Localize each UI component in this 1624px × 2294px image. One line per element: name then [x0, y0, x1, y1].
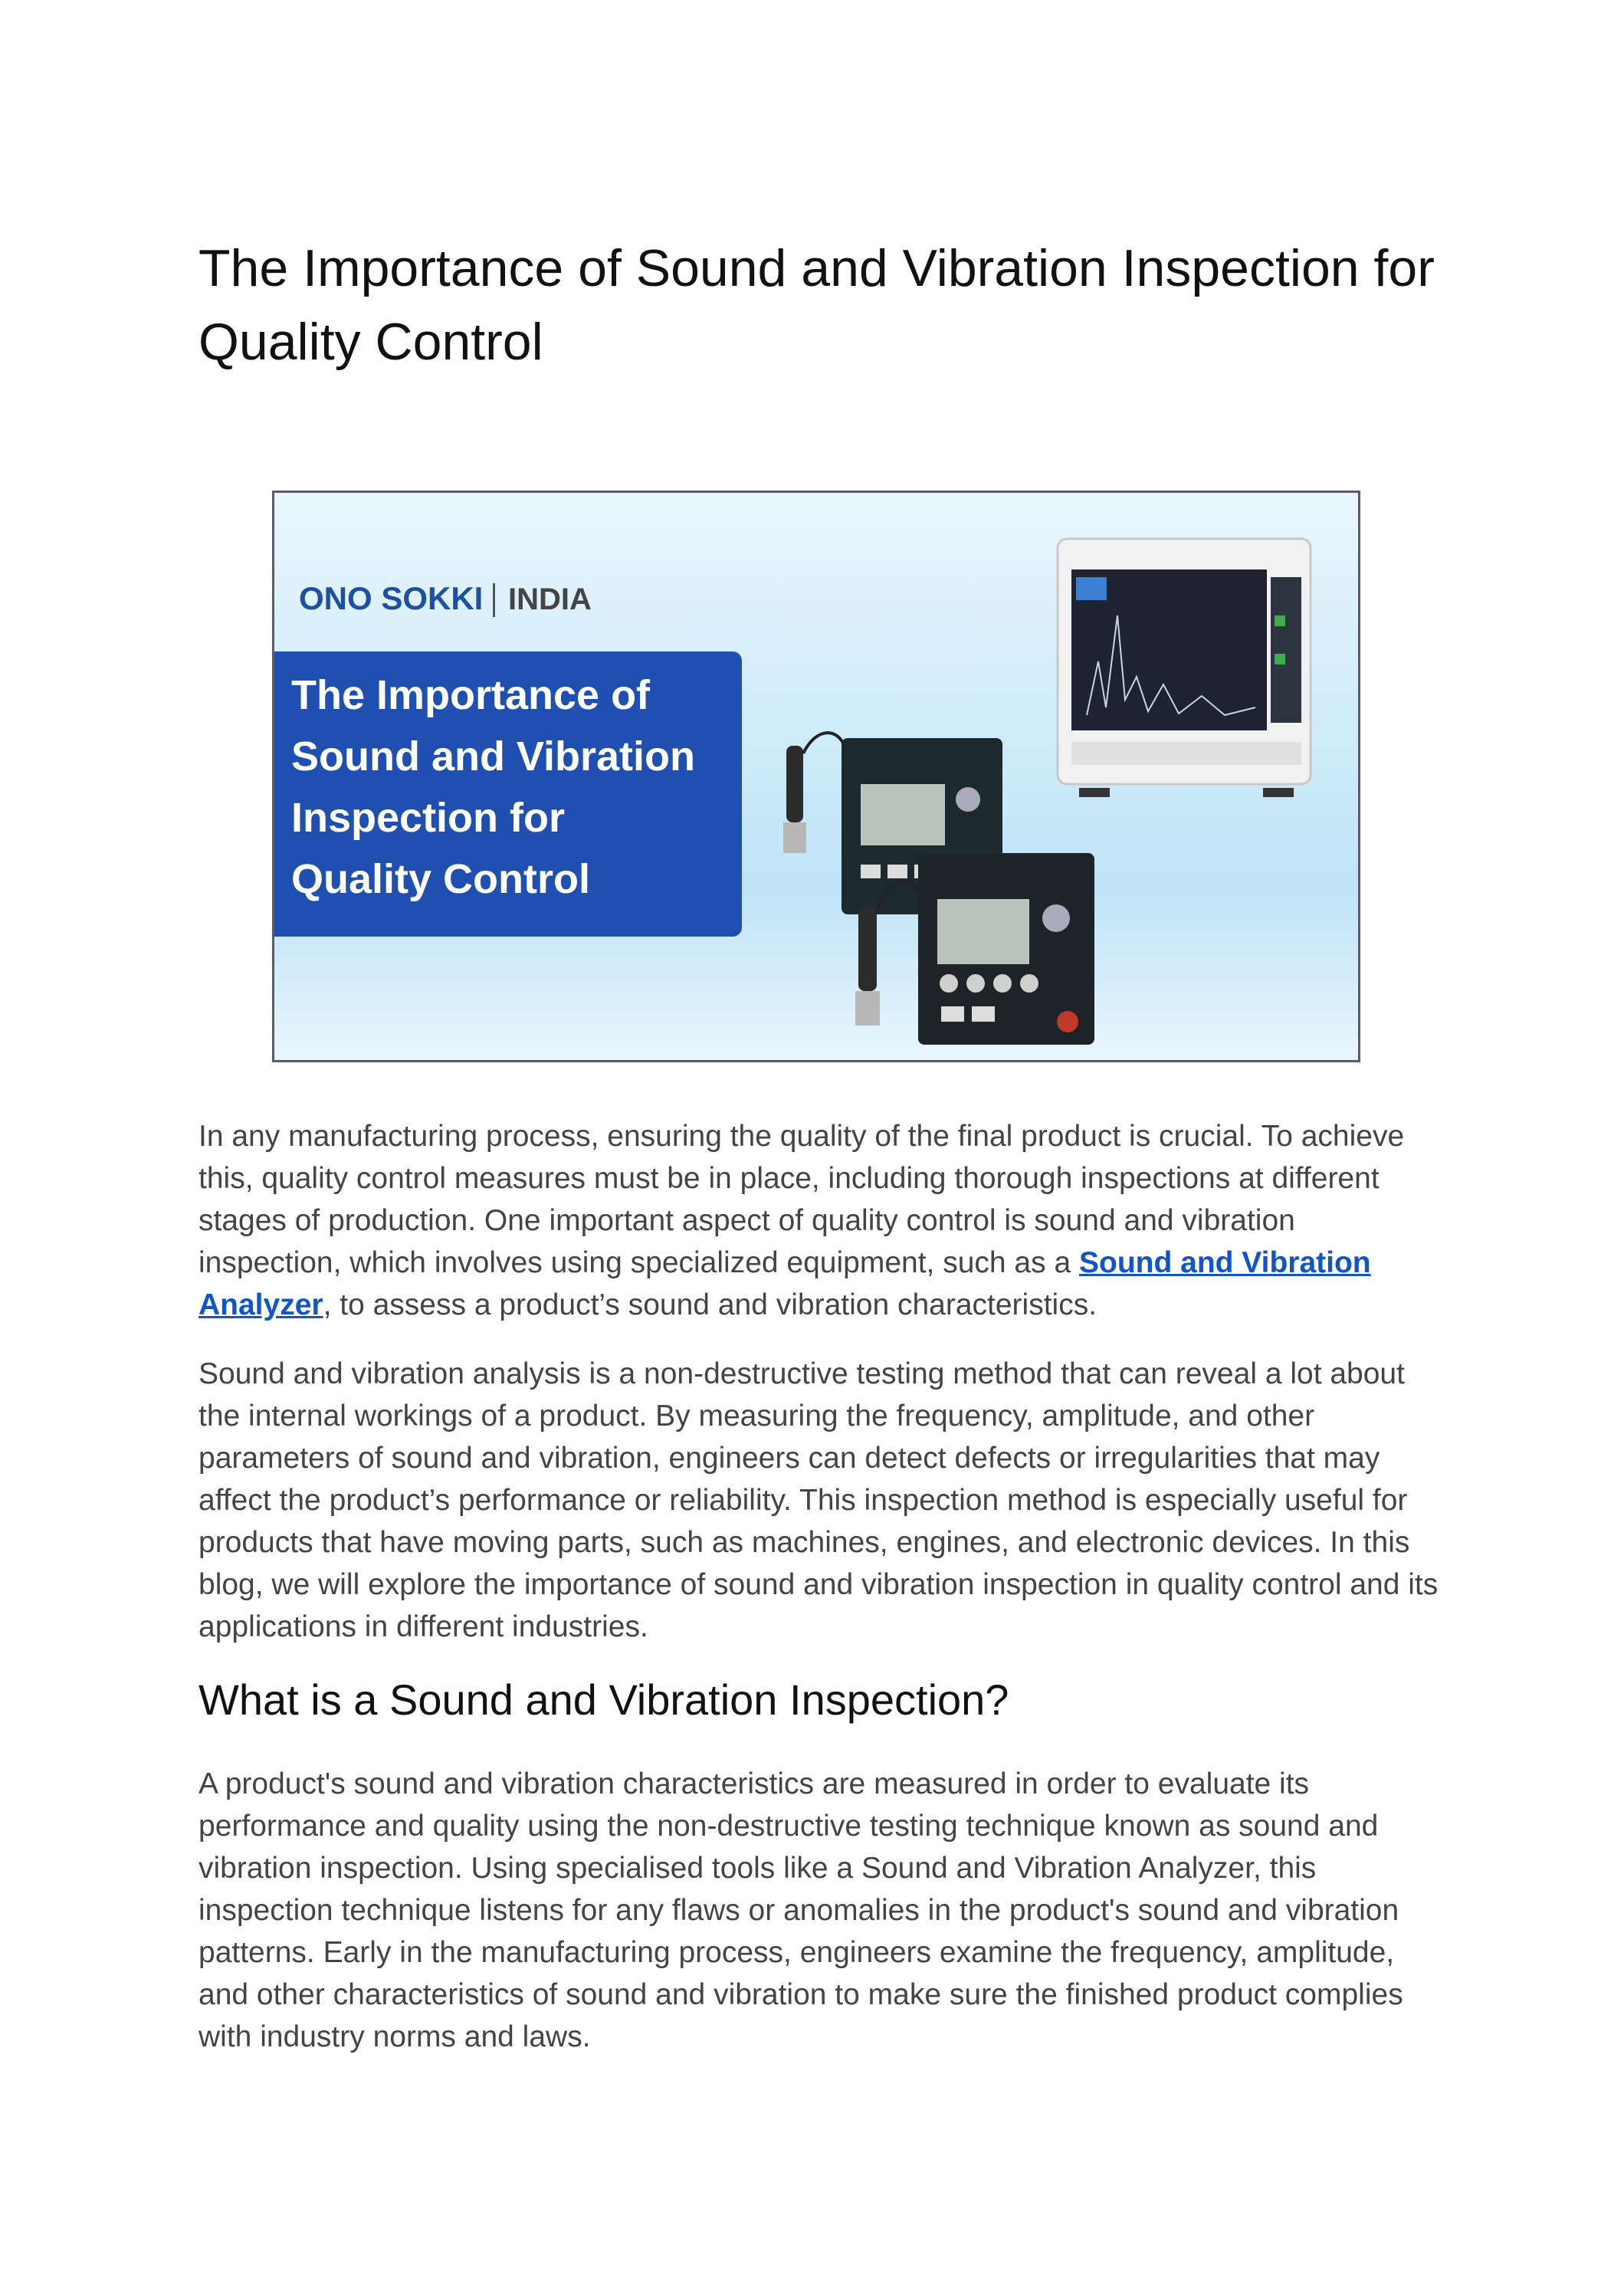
intro-paragraph: [198, 1115, 1440, 1326]
banner-image: [272, 491, 1360, 1062]
intro-text-after-link: , to assess a product’s sound and vibration characteristics.: [323, 1288, 1097, 1321]
sound-vibration-analyzer-link[interactable]: Sound and Vibration Analyzer: [198, 1246, 1371, 1321]
body-paragraph-2: Sound and vibration analysis is a non-destructive testing method that can reveal a lot about the internal workings of a product. By measuring the frequency, amplitude, and other parameters of sound and vibration, engineers can detect defects or irregularities that may affect the product’s performance or reliability. This inspection method is especially useful for products that have moving parts, such as machines, engines, and electronic devices. In this blog, we will explore the importance of sound and vibration inspection in quality control and its applications in different industries.: [198, 1357, 1439, 1643]
brand-region: INDIA: [508, 583, 592, 616]
headline-line-4: Quality Control: [291, 856, 590, 902]
headline-line-3: Inspection for: [291, 795, 566, 841]
fft-analyzer-illustration: [1058, 539, 1311, 797]
headline-line-2: Sound and Vibration: [291, 733, 696, 779]
brand-name: ONO SOKKI: [299, 580, 484, 616]
headline-line-1: The Importance of: [291, 672, 651, 718]
document-title: The Importance of Sound and Vibration Inspection for Quality Control: [198, 239, 1435, 371]
section-heading: What is a Sound and Vibration Inspection?: [198, 1675, 1009, 1724]
brand-logo: [299, 580, 592, 617]
intro-text-before-link: In any manufacturing process, ensuring the quality of the final product is crucial. To achieve this, quality control measures must be in place, including thorough inspections at different stages of production. One important aspect of quality control is sound and vibration inspection, which involves using specialized equipment, such as a: [198, 1120, 1405, 1279]
body-paragraph-3: A product's sound and vibration characteristics are measured in order to evaluate its performance and quality using the non-destructive testing technique known as sound and vibration inspection. Using specialised tools like a Sound and Vibration Analyzer, this inspection technique listens for any flaws or anomalies in the product's sound and vibration patterns. Early in the manufacturing process, engineers examine the frequency, amplitude, and other characteristics of sound and vibration to make sure the finished product complies with industry norms and laws.: [198, 1767, 1403, 2053]
